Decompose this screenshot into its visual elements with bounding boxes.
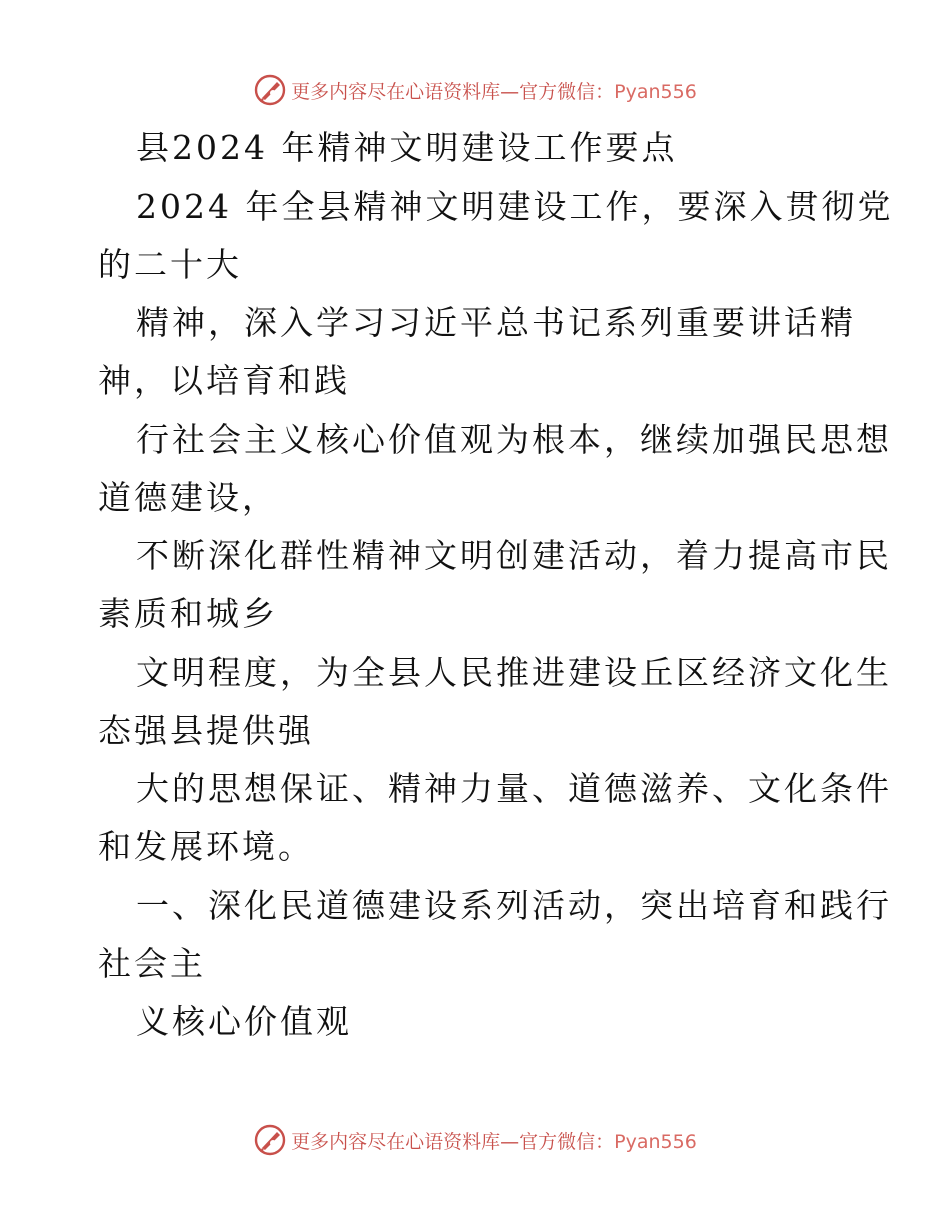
paragraph-line: 和发展环境。 — [98, 827, 314, 866]
section-heading-line: 义核心价值观 — [136, 1002, 352, 1041]
watermark-wechat-id: Pyan556 — [614, 80, 697, 103]
watermark-text — [291, 1127, 697, 1154]
paragraph-line: 素质和城乡 — [98, 594, 278, 633]
watermark-main-text: 更多内容尽在心语资料库—官方微信： — [291, 80, 615, 103]
header-watermark — [0, 70, 950, 110]
paragraph-line: 大的思想保证、精神力量、道德滋养、文化条件 — [136, 769, 892, 808]
watermark-wechat-id: Pyan556 — [614, 1130, 697, 1153]
watermark-main-text: 更多内容尽在心语资料库—官方微信： — [291, 1130, 615, 1153]
footer-watermark — [0, 1120, 950, 1160]
section-heading-line: 一、深化民道德建设系列活动，突出培育和践行 — [136, 886, 892, 925]
paragraph-line: 文明程度，为全县人民推进建设丘区经济文化生 — [136, 653, 892, 692]
document-title: 县2024 年精神文明建设工作要点 — [136, 128, 678, 167]
watermark-text — [291, 77, 697, 104]
paragraph-line: 行社会主义核心价值观为根本，继续加强民思想 — [136, 420, 892, 459]
paragraph-line: 神，以培育和践 — [98, 361, 350, 400]
paragraph-line: 道德建设， — [98, 478, 278, 517]
paragraph-line: 2024 年全县精神文明建设工作，要深入贯彻党 — [136, 187, 894, 226]
paragraph-line: 态强县提供强 — [98, 711, 314, 750]
paragraph-line: 的二十大 — [98, 245, 242, 284]
quill-pen-logo-icon — [253, 1123, 287, 1157]
paragraph-line: 不断深化群性精神文明创建活动，着力提高市民 — [136, 536, 892, 575]
section-heading-line: 社会主 — [98, 944, 206, 983]
quill-pen-logo-icon — [253, 73, 287, 107]
paragraph-line: 精神，深入学习习近平总书记系列重要讲话精 — [136, 303, 856, 342]
